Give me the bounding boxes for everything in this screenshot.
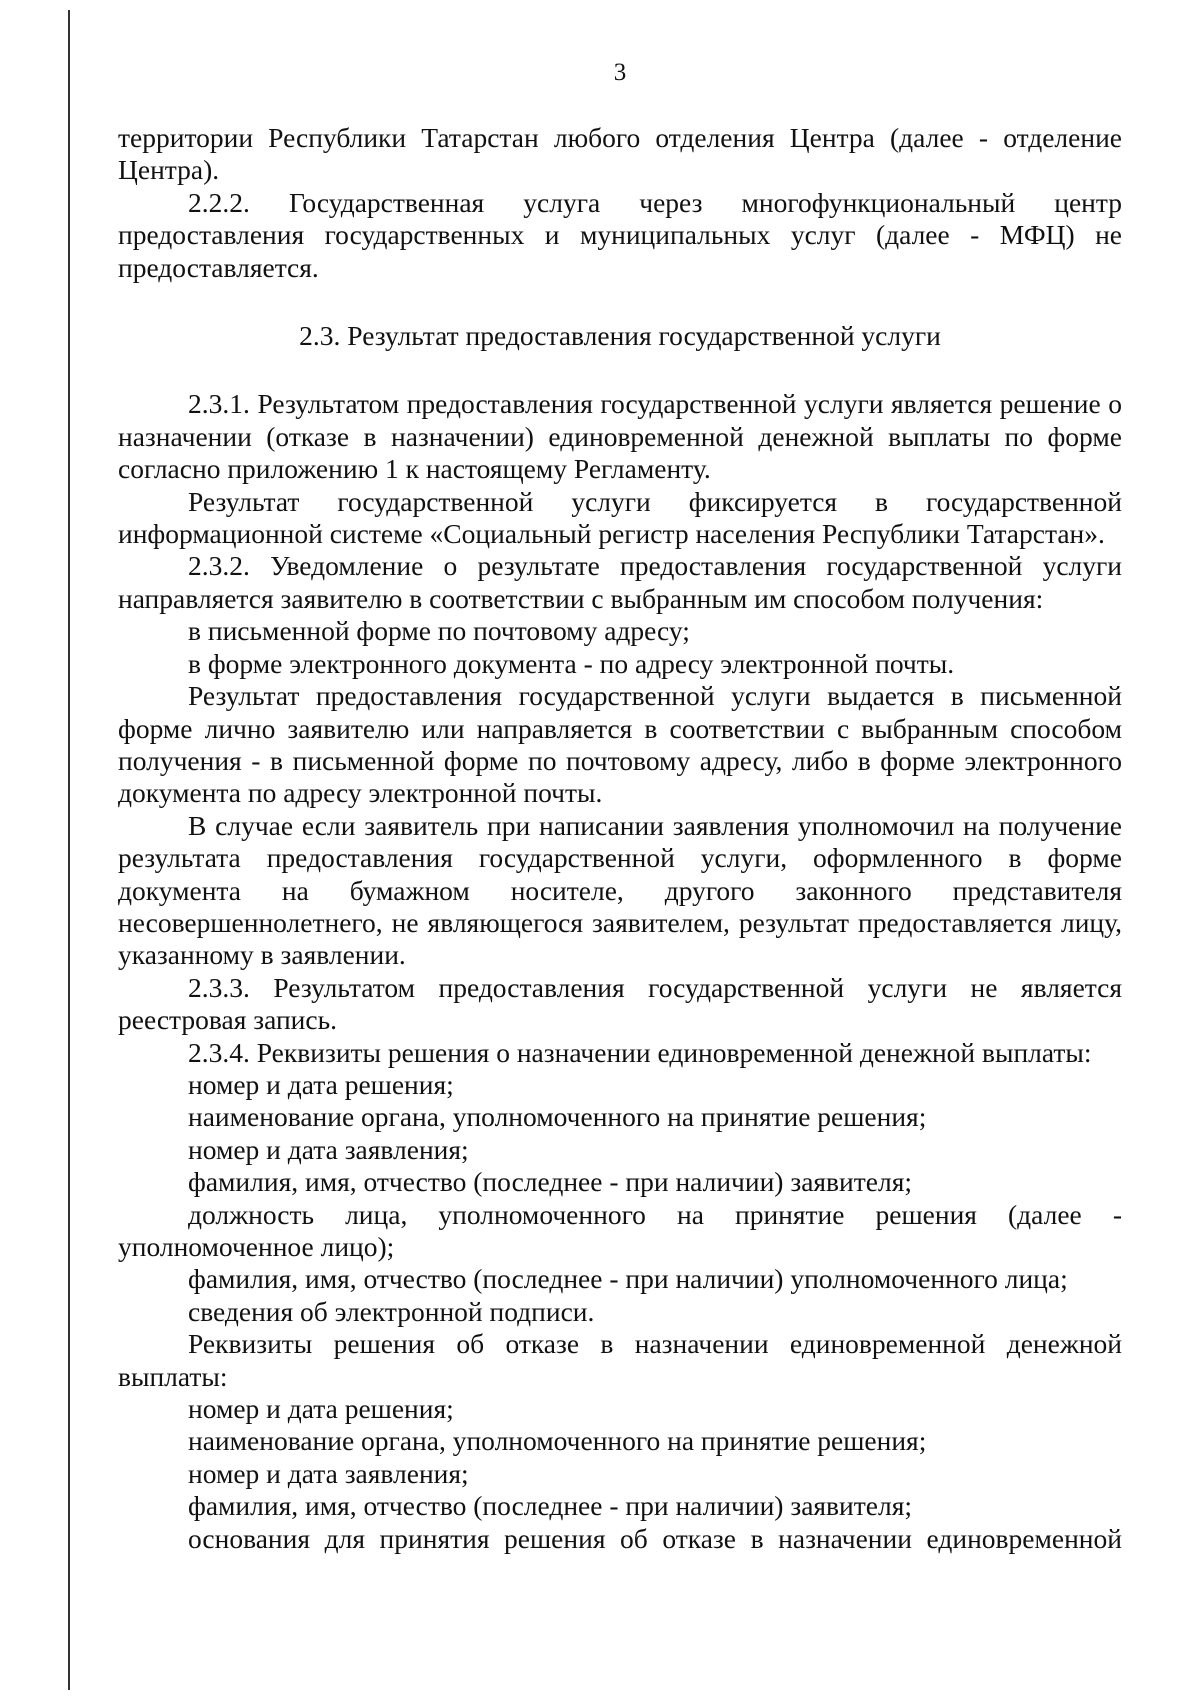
list-item-refusal-application-number-date: номер и дата заявления;: [188, 1457, 469, 1489]
list-item-refusal-authority-name: наименование органа, уполномоченного на принятие решения;: [188, 1425, 927, 1457]
list-item-official-position: должность лица, уполномоченного на принятие решения (далее - уполномоченное лицо);: [118, 1198, 1122, 1262]
paragraph-2-3-3: 2.3.3. Результатом предоставления государственной услуги не является реестровая запись.: [118, 971, 1122, 1036]
paragraph-refusal-requisites: Реквизиты решения об отказе в назначении единовременной денежной выплаты:: [118, 1328, 1122, 1392]
list-item-e-signature: сведения об электронной подписи.: [188, 1295, 595, 1327]
page-number: 3: [613, 59, 627, 86]
paragraph-2-3-2: 2.3.2. Уведомление о результате предоставления государственной услуги направляется заявителю в соответствии с выбранным им способом получения:: [118, 550, 1122, 614]
list-item-paper-form: в письменной форме по почтовому адресу;: [188, 615, 690, 647]
list-item-refusal-grounds: основания для принятия решения об отказе в назначении единовременной: [188, 1522, 1122, 1554]
list-item-applicant-name: фамилия, имя, отчество (последнее - при наличии) заявителя;: [188, 1166, 912, 1198]
binding-margin-line: [68, 10, 70, 1690]
paragraph-representative-case: В случае если заявитель при написании заявления уполномочил на получение результата предоставления государственной услуги, оформленного в форме документа на бумажном носителе, другого законного представителя несовершеннолетнего, не являющегося заявителем, результат предоставляется лицу, указанному в заявлении.: [118, 809, 1122, 971]
list-item-electronic-form: в форме электронного документа - по адресу электронной почты.: [188, 647, 955, 679]
list-item-official-name: фамилия, имя, отчество (последнее - при наличии) уполномоченного лица;: [188, 1263, 1068, 1295]
list-item-refusal-applicant-name: фамилия, имя, отчество (последнее - при наличии) заявителя;: [188, 1490, 912, 1522]
paragraph-intro: территории Республики Татарстан любого отделения Центра (далее - отделение Центра).: [118, 122, 1122, 186]
document-body: [118, 122, 1122, 1555]
paragraph-result-issue: Результат предоставления государственной услуги выдается в письменной форме лично заявителю или направляется в соответствии с выбранным способом получения - в письменной форме по почтовому адресу, либо в форме электронного документа по адресу электронной почты.: [118, 680, 1122, 809]
section-heading-2-3: 2.3. Результат предоставления государственной услуги: [299, 320, 941, 352]
list-item-decision-number-date: номер и дата решения;: [188, 1068, 454, 1100]
list-item-application-number-date: номер и дата заявления;: [188, 1133, 469, 1165]
paragraph-2-3-4: 2.3.4. Реквизиты решения о назначении единовременной денежной выплаты:: [188, 1036, 1092, 1068]
paragraph-2-2-2: 2.2.2. Государственная услуга через многофункциональный центр предоставления государственных и муниципальных услуг (далее - МФЦ) не предоставляется.: [118, 186, 1122, 283]
paragraph-2-3-1: 2.3.1. Результатом предоставления государственной услуги является решение о назначении (отказе в назначении) единовременной денежной выплаты по форме согласно приложению 1 к настоящему Регламенту.: [118, 388, 1122, 485]
list-item-refusal-decision-number-date: номер и дата решения;: [188, 1393, 454, 1425]
paragraph-result-fixation: Результат государственной услуги фиксируется в государственной информационной системе «Социальный регистр населения Республики Татарстан».: [118, 485, 1122, 550]
list-item-authority-name: наименование органа, уполномоченного на принятие решения;: [188, 1101, 927, 1133]
